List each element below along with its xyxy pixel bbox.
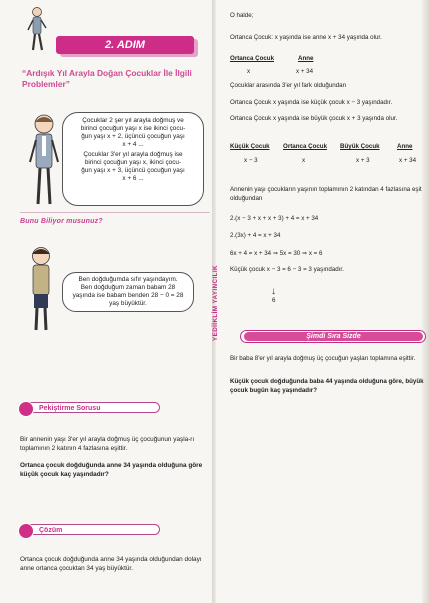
bubble-line: ğun yaşı x + 3, üçüncü çocuğun yaşı xyxy=(81,167,185,174)
solution-label: Çözüm xyxy=(39,527,63,534)
table2-head: Küçük Çocuk xyxy=(230,143,270,150)
teacher-icon xyxy=(26,112,62,208)
boy-icon xyxy=(26,244,56,334)
your-turn-banner xyxy=(240,330,426,343)
bubble-line: yaş büyüktür. xyxy=(109,300,147,307)
table2-cell: x xyxy=(302,157,306,164)
difference-line: Çocuklar arasında 3'er yıl fark olduğundan xyxy=(230,82,347,89)
your-turn-question: Küçük çocuk doğduğunda baba 44 yaşında olduğuna göre, büyük çocuk bugün kaç yaşındadır? xyxy=(230,378,424,394)
section-heading: “Ardışık Yıl Arayla Doğan Çocuklar İle İlgili Problemler” xyxy=(22,68,192,89)
bubble-line: Çocuklar 3'er yıl arayla doğmuş ise xyxy=(83,151,183,158)
bubble-line: birinci çocuğun yaşı x, ikinci çocu- xyxy=(84,159,182,166)
practice-banner xyxy=(20,402,160,413)
did-you-know-label: Bunu Biliyor musunuz? xyxy=(20,218,103,225)
young-line: Ortanca Çocuk x yaşında ise küçük çocuk x − 3 yaşındadır. xyxy=(230,99,393,106)
speech-bubble-rule xyxy=(62,112,204,206)
bubble-line: Çocuklar 2 şer yıl arayla doğmuş ve xyxy=(82,117,184,124)
equation-2: 2.(3x) + 4 = x + 34 xyxy=(230,232,281,239)
bubble-line: Ben doğduğumda sıfır yaşındayım. xyxy=(78,276,178,283)
step-banner: 2. ADIM xyxy=(56,36,194,54)
equation-4: Küçük çocuk x − 3 = 6 − 3 = 3 yaşındadır. xyxy=(230,266,344,273)
solution-banner xyxy=(20,524,160,535)
sum-line: Annenin yaşı çocukların yaşının toplamının 2 katından 4 fazlasına eşit olduğundan xyxy=(230,186,422,202)
banner-ring-icon xyxy=(18,523,34,539)
table2-cell: x + 3 xyxy=(356,157,370,164)
table2-cell: x − 3 xyxy=(244,157,258,164)
table2-cell: x + 34 xyxy=(399,157,417,164)
result-value: 6 xyxy=(272,297,276,304)
table2-head: Büyük Çocuk xyxy=(340,143,380,150)
bubble-line: x + 6 ... xyxy=(122,175,144,182)
solution-text: Ortanca çocuk doğduğunda anne 34 yaşında olduğundan dolayı anne ortanca çocuktan 34 yaş büyüktür. xyxy=(20,556,202,572)
divider xyxy=(20,212,210,213)
your-turn-text: Bir baba 8'er yıl arayla doğmuş üç çocuğun yaşları toplamına eşittir. xyxy=(230,355,416,362)
practice-question: Ortanca çocuk doğduğunda anne 34 yaşında olduğuna göre küçük çocuk kaç yaşındadır? xyxy=(20,462,203,478)
equation-1: 2.(x − 3 + x + x + 3) + 4 = x + 34 xyxy=(230,215,319,222)
old-line: Ortanca Çocuk x yaşında ise büyük çocuk x + 3 yaşında olur. xyxy=(230,115,398,122)
bubble-line: x + 4 ... xyxy=(122,141,144,148)
practice-label: Pekiştirme Sorusu xyxy=(39,405,101,412)
table1-head: Ortanca Çocuk xyxy=(230,55,275,62)
mother-line: Ortanca Çocuk: x yaşında ise anne x + 34 yaşında olur. xyxy=(230,34,382,41)
practice-text: Bir annenin yaşı 3'er yıl arayla doğmuş üç çocuğunun yaşla-rı toplamının 2 katının 4 fazlasına eşittir. xyxy=(20,436,195,452)
table1-cell: x xyxy=(247,68,251,75)
table2-head: Anne xyxy=(397,143,413,150)
table1-head: Anne xyxy=(298,55,314,62)
publisher-label: YEDİİKLİM YAYINCILIK xyxy=(212,265,219,341)
intro-line: O halde; xyxy=(230,12,254,19)
bubble-line: yaşında ise babam benden 28 − 0 = 28 xyxy=(72,292,184,299)
publisher-vertical xyxy=(212,265,226,341)
speech-bubble-boy xyxy=(62,272,194,312)
table1-cell: x + 34 xyxy=(296,68,314,75)
equation-3: 6x + 4 = x + 34 ⇒ 5x = 30 ⇒ x = 6 xyxy=(230,250,323,257)
bubble-line: Ben doğduğum zaman babam 28 xyxy=(80,284,176,291)
your-turn-label: Şimdi Sıra Sizde xyxy=(244,332,423,341)
down-arrow-icon: ↓ xyxy=(271,286,276,297)
table2-head: Ortanca Çocuk xyxy=(283,143,328,150)
walking-man-icon xyxy=(26,6,48,56)
bubble-line: birinci çocuğun yaşı x ise ikinci çocu- xyxy=(80,125,186,132)
banner-ring-icon xyxy=(18,401,34,417)
bubble-line: ğun yaşı x + 2, üçüncü çocuğun yaşı xyxy=(81,133,185,140)
